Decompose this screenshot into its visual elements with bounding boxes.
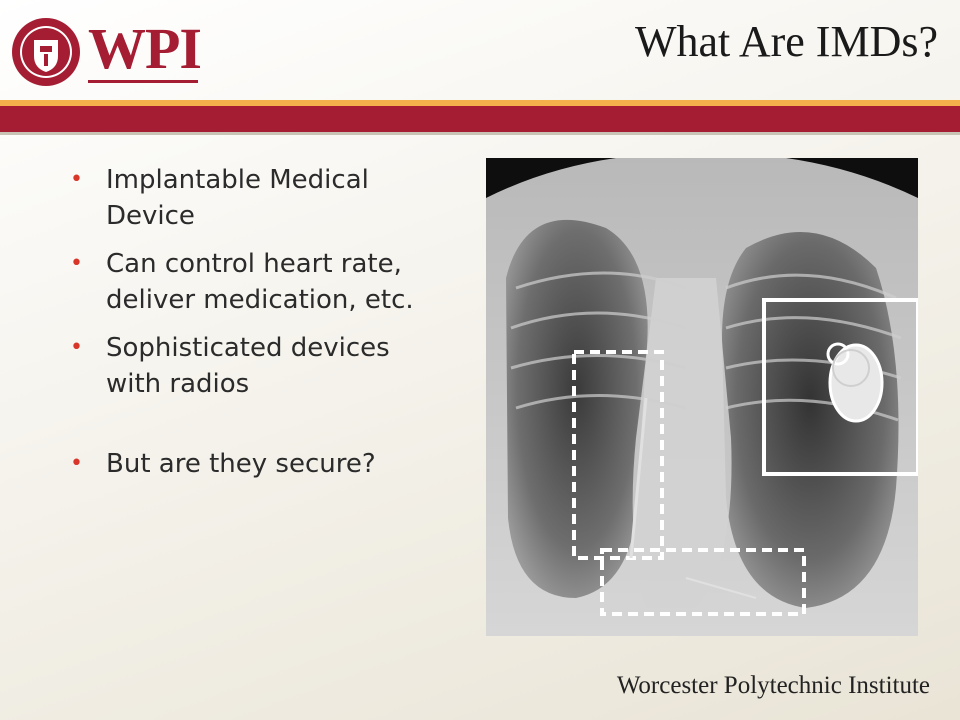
bullet-item: [70, 246, 430, 318]
bullet-dot-icon: •: [70, 335, 83, 360]
bullet-item: [70, 330, 430, 402]
wpi-seal-icon: [10, 16, 82, 88]
bullet-item: [70, 162, 430, 234]
bullet-item: [70, 446, 430, 482]
slide-title: What Are IMDs?: [634, 17, 938, 66]
bullet-list: [70, 162, 430, 494]
bullet-text: Sophisticated devices with radios: [106, 333, 390, 399]
bullet-text: But are they secure?: [106, 449, 376, 479]
bullet-dot-icon: •: [70, 251, 83, 276]
bullet-dot-icon: •: [70, 167, 83, 192]
slide-header: [0, 0, 960, 100]
footer-institution-name: Worcester Polytechnic Institute: [616, 672, 930, 699]
wpi-wordmark: WPI: [88, 16, 201, 81]
bullet-text: Implantable Medical Device: [106, 165, 369, 231]
wpi-logo: [10, 16, 201, 88]
bullet-dot-icon: •: [70, 451, 83, 476]
header-crimson-stripe: [0, 106, 960, 132]
chest-xray-image: [486, 158, 918, 636]
bullet-text: Can control heart rate, deliver medication, etc.: [106, 249, 414, 315]
